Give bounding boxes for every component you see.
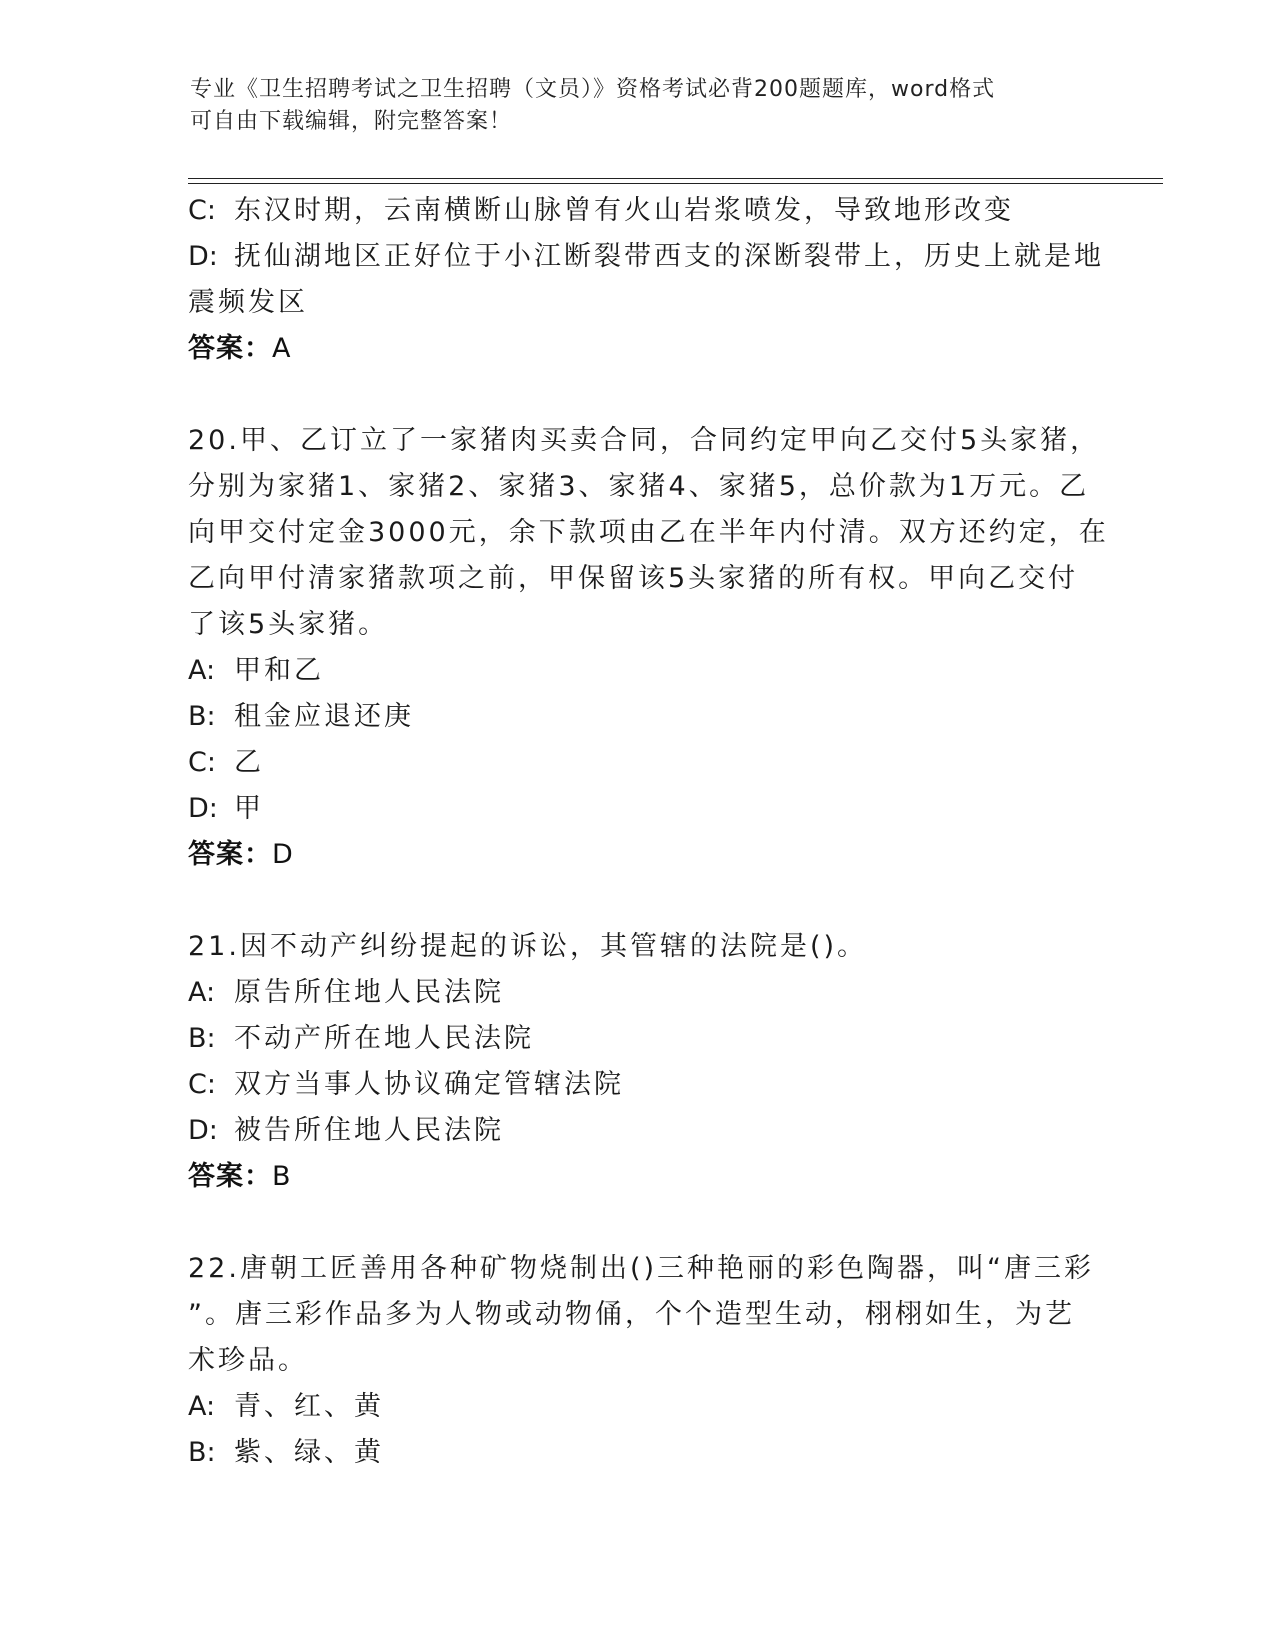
option-letter: C:: [188, 747, 216, 778]
option-text: 原告所住地人民法院: [234, 977, 504, 1008]
option-text: 青、红、黄: [234, 1391, 384, 1422]
option-letter: A:: [188, 1391, 216, 1422]
q19-answer: [188, 326, 1088, 372]
q20-stem-line: 乙向甲付清家猪款项之前，甲保留该5头家猪的所有权。甲向乙交付: [188, 563, 1079, 594]
q20-option-a: [188, 648, 1088, 694]
q22-stem-line: ”。唐三彩作品多为人物或动物俑，个个造型生动，栩栩如生，为艺: [188, 1299, 1075, 1330]
spacer: [188, 372, 1088, 418]
q21-option-a: [188, 970, 1088, 1016]
q22-option-b: [188, 1430, 1088, 1476]
q21-stem-line: 21.因不动产纠纷提起的诉讼，其管辖的法院是()。: [188, 931, 868, 962]
q20-option-c: [188, 740, 1088, 786]
option-letter: A:: [188, 655, 216, 686]
option-letter: D:: [188, 241, 218, 272]
q20-stem-line: 向甲交付定金3000元，余下款项由乙在半年内付清。双方还约定，在: [188, 517, 1109, 548]
answer-label: 答案：: [188, 839, 272, 870]
q20-option-b: [188, 694, 1088, 740]
answer-value: A: [272, 333, 292, 364]
option-letter: C:: [188, 1069, 216, 1100]
q21-option-c: [188, 1062, 1088, 1108]
answer-value: B: [272, 1161, 292, 1192]
option-text: 甲和乙: [234, 655, 324, 686]
option-letter: B:: [188, 1023, 216, 1054]
header-divider-bottom: [188, 183, 1163, 184]
option-text: 不动产所在地人民法院: [234, 1023, 534, 1054]
q21-option-d: [188, 1108, 1088, 1154]
q21-option-b: [188, 1016, 1088, 1062]
option-text: 乙: [234, 747, 264, 778]
spacer: [188, 1200, 1088, 1246]
q19-option-d-continued: 震频发区: [188, 287, 308, 318]
spacer: [188, 878, 1088, 924]
q19-option-c: [188, 188, 1088, 234]
option-text: 租金应退还庚: [234, 701, 414, 732]
option-text: 东汉时期，云南横断山脉曾有火山岩浆喷发，导致地形改变: [234, 195, 1014, 226]
option-text: 被告所住地人民法院: [234, 1115, 504, 1146]
q22-stem-line: 术珍品。: [188, 1345, 308, 1376]
q22-option-a: [188, 1384, 1088, 1430]
q20-stem-line: 分别为家猪1、家猪2、家猪3、家猪4、家猪5，总价款为1万元。乙: [188, 471, 1090, 502]
q20-option-d: [188, 786, 1088, 832]
q22-stem-line: 22.唐朝工匠善用各种矿物烧制出()三种艳丽的彩色陶器，叫“唐三彩: [188, 1253, 1094, 1284]
option-letter: A:: [188, 977, 216, 1008]
option-letter: B:: [188, 1437, 216, 1468]
header-title-line-2: 可自由下载编辑，附完整答案！: [190, 109, 513, 134]
option-text: 甲: [234, 793, 264, 824]
option-text: 抚仙湖地区正好位于小江断裂带西支的深断裂带上，历史上就是地: [234, 241, 1104, 272]
question-content: [188, 188, 1109, 1476]
q19-option-d: [188, 234, 1104, 280]
header-divider-top: [188, 178, 1163, 179]
answer-label: 答案：: [188, 333, 272, 364]
option-letter: B:: [188, 701, 216, 732]
option-letter: C:: [188, 195, 216, 226]
document-header: [190, 74, 1090, 138]
q20-stem-line: 20.甲、乙订立了一家猪肉买卖合同，合同约定甲向乙交付5头家猪，: [188, 425, 1101, 456]
option-letter: D:: [188, 1115, 218, 1146]
q20-answer: [188, 832, 1088, 878]
answer-value: D: [272, 839, 294, 870]
q20-stem-line: 了该5头家猪。: [188, 609, 389, 640]
header-title-line-1: 专业《卫生招聘考试之卫生招聘（文员）》资格考试必背200题题库，word格式: [190, 77, 996, 102]
option-text: 双方当事人协议确定管辖法院: [234, 1069, 624, 1100]
answer-label: 答案：: [188, 1161, 272, 1192]
option-text: 紫、绿、黄: [234, 1437, 384, 1468]
option-letter: D:: [188, 793, 218, 824]
q21-answer: [188, 1154, 1088, 1200]
